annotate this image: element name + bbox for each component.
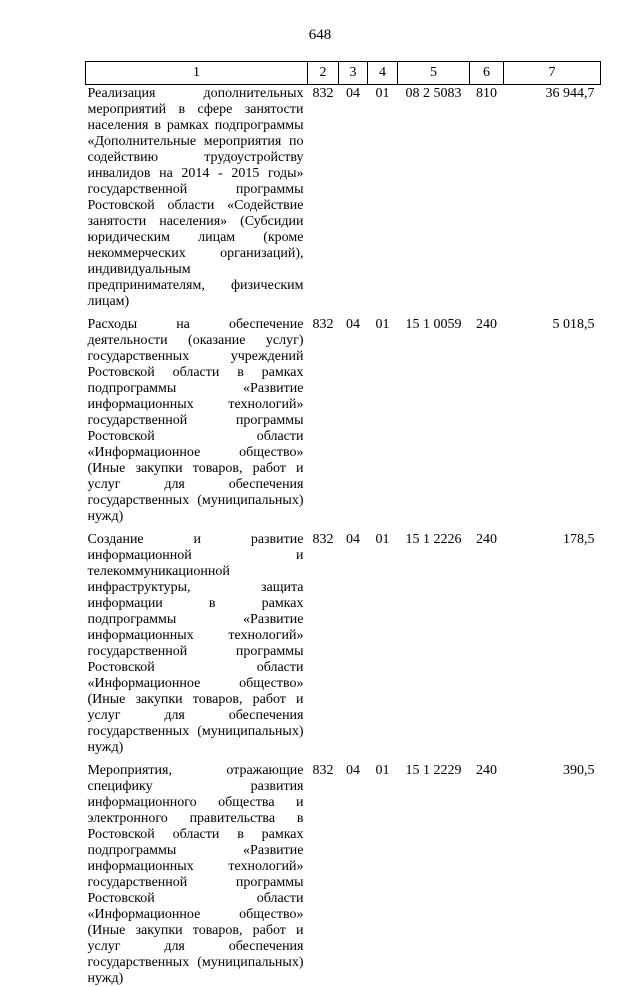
- row-target-article: 15 1 2226: [405, 532, 462, 547]
- header-col-5: 5: [398, 62, 470, 85]
- row-description: Создание и развитие информационной и телекоммуникационной инфраструктуры, защита информации в рамках подпрограммы «Развитие информационных технологий» государственной программы Ростовской области «Информационное общество» (Иные закупки товаров, работ и услуг для обеспечения государственных (муниципальных) нужд): [87, 532, 304, 755]
- header-col-1: 1: [86, 62, 308, 85]
- row-ministry-code: 832: [312, 317, 334, 332]
- row-section: 04: [346, 763, 360, 778]
- header-col-7: 7: [504, 62, 601, 85]
- table-row: [86, 316, 601, 525]
- table-row: [86, 531, 601, 756]
- row-subsection: 01: [375, 317, 390, 332]
- row-section: 04: [346, 317, 360, 332]
- row-amount: 178,5: [563, 532, 595, 547]
- row-expense-type: 240: [476, 763, 497, 778]
- row-target-article: 08 2 5083: [405, 86, 462, 101]
- row-ministry-code: 832: [312, 763, 334, 778]
- row-amount: 5 018,5: [552, 317, 595, 332]
- row-subsection: 01: [375, 86, 390, 101]
- row-target-article: 15 1 2229: [405, 763, 462, 778]
- header-col-6: 6: [470, 62, 504, 85]
- row-description: Реализация дополнительных мероприятий в сфере занятости населения в рамках подпрограммы «Дополнительные мероприятия по содействию трудоустройству инвалидов на 2014 - 2015 годы» государственной программы Ростовской области «Содействие занятости населения» (Субсидии юридическим лицам (кроме некоммерческих организаций), индивидуальным предпринимателям, физическим лицам): [87, 86, 304, 309]
- table-row: [86, 85, 601, 311]
- row-section: 04: [346, 86, 360, 101]
- row-description: Расходы на обеспечение деятельности (оказание услуг) государственных учреждений Ростовской области в рамках подпрограммы «Развитие информационных технологий» государственной программы Ростовской области «Информационное общество» (Иные закупки товаров, работ и услуг для обеспечения государственных (муниципальных) нужд): [87, 317, 304, 524]
- header-col-3: 3: [339, 62, 368, 85]
- row-ministry-code: 832: [312, 86, 334, 101]
- row-ministry-code: 832: [312, 532, 334, 547]
- table-row: [86, 762, 601, 987]
- row-expense-type: 810: [476, 86, 497, 101]
- page-number: 648: [308, 27, 332, 43]
- header-col-4: 4: [368, 62, 398, 85]
- header-col-2: 2: [308, 62, 339, 85]
- row-amount: 36 944,7: [545, 86, 595, 101]
- table-header-row: [86, 62, 601, 85]
- row-subsection: 01: [375, 763, 390, 778]
- row-expense-type: 240: [476, 317, 497, 332]
- row-description: Мероприятия, отражающие специфику развития информационного общества и электронного правительства в Ростовской области в рамках подпрограммы «Развитие информационных технологий» государственной программы Ростовской области «Информационное общество» (Иные закупки товаров, работ и услуг для обеспечения государственных (муниципальных) нужд): [87, 763, 304, 986]
- row-target-article: 15 1 0059: [405, 317, 462, 332]
- row-subsection: 01: [375, 532, 390, 547]
- row-section: 04: [346, 532, 360, 547]
- row-expense-type: 240: [476, 532, 497, 547]
- row-amount: 390,5: [563, 763, 595, 778]
- budget-table: [85, 61, 601, 987]
